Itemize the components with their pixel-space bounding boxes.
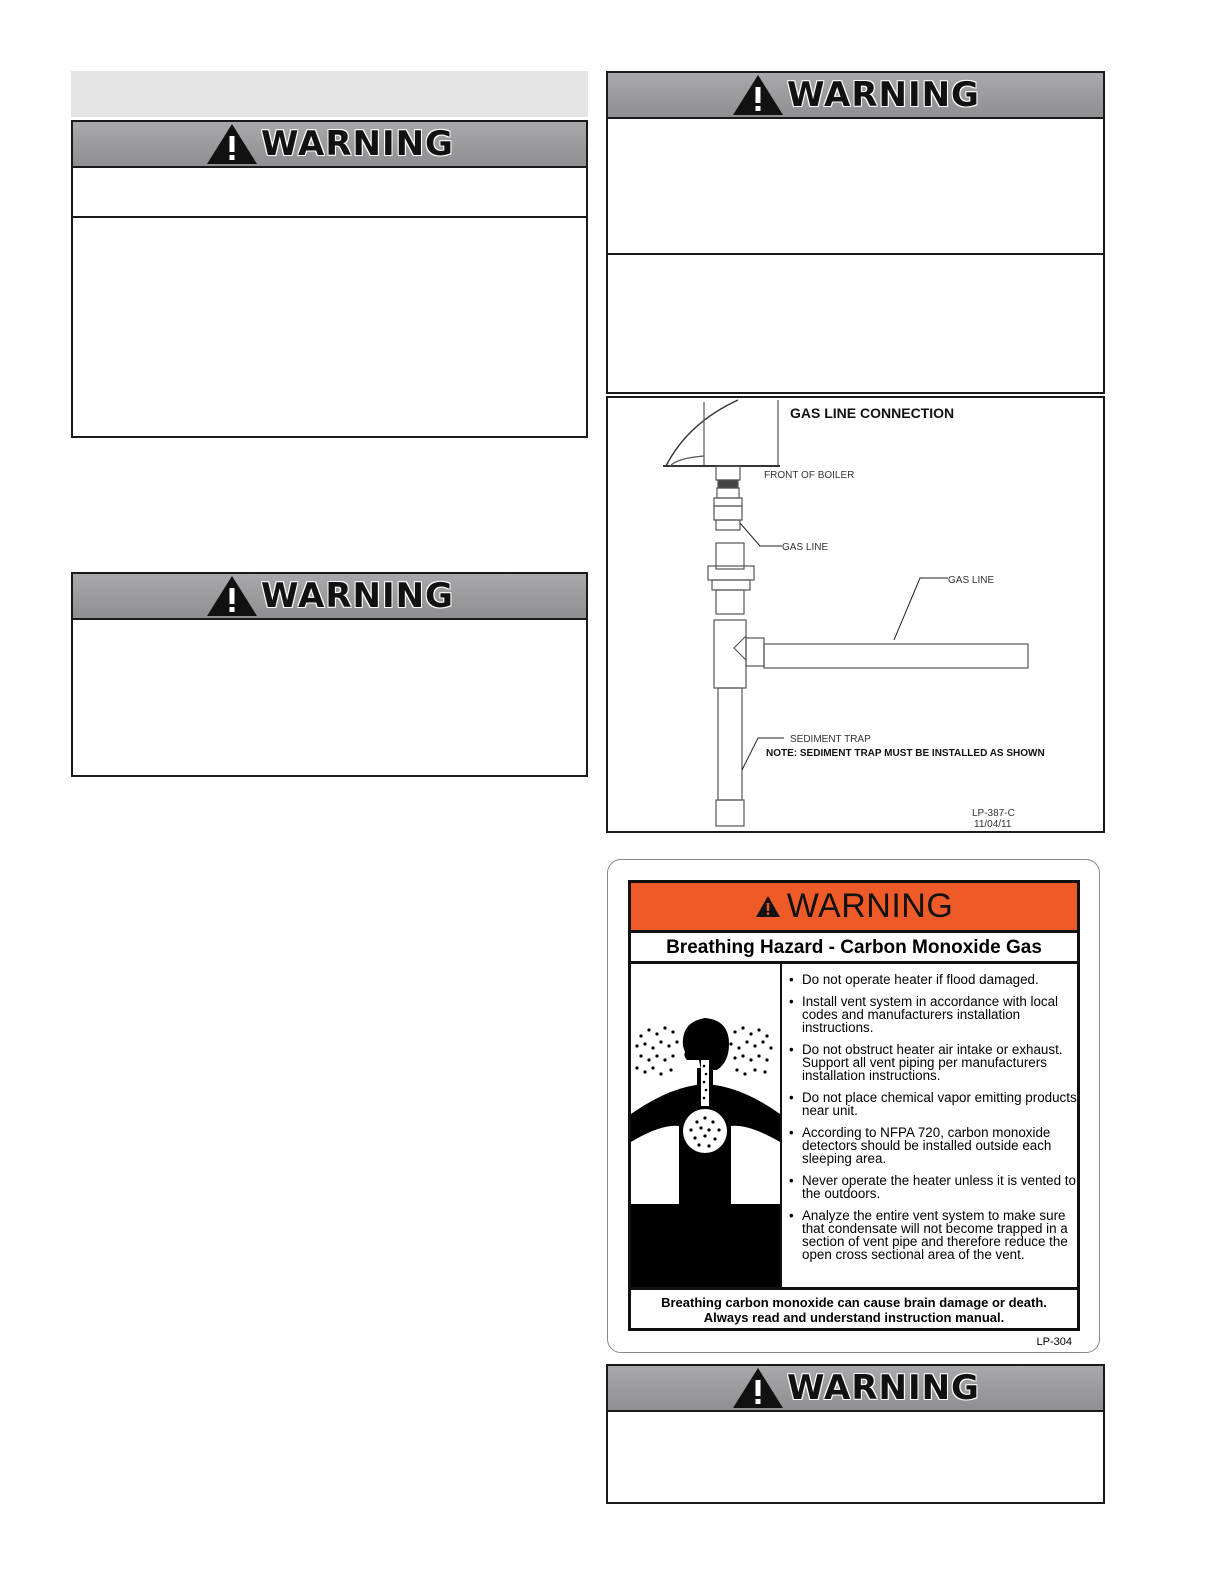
co-label-footer xyxy=(631,1287,1077,1328)
list-item: • Do not place chemical vapor emitting products near unit. xyxy=(789,1091,1081,1117)
warning-title: WARNING xyxy=(261,576,454,616)
co-label-frame xyxy=(628,880,1080,1331)
figure-code: LP-387-C xyxy=(972,808,1015,819)
breathing-hazard-pictogram xyxy=(631,964,782,1287)
gas-line-diagram xyxy=(608,398,1103,831)
warning-box-2 xyxy=(71,572,588,777)
front-of-boiler-label: FRONT OF BOILER xyxy=(764,470,855,481)
list-item: • Analyze the entire vent system to make sure that condensate will not become trapped in a section of vent pipe and therefore reduce the open cross sectional area of the vent. xyxy=(789,1209,1081,1261)
warning-banner xyxy=(73,122,586,168)
co-label-title: WARNING xyxy=(786,887,954,925)
warning-triangle-icon xyxy=(755,895,781,918)
carbon-monoxide-label xyxy=(607,859,1100,1353)
warning-triangle-icon xyxy=(731,73,785,117)
figure-title: GAS LINE CONNECTION xyxy=(790,405,955,421)
gas-line-label: GAS LINE xyxy=(782,542,829,553)
list-item: • Do not operate heater if flood damaged. xyxy=(789,973,1081,986)
gas-line-connection-figure xyxy=(606,396,1105,833)
list-item: • Never operate the heater unless it is vented to the outdoors. xyxy=(789,1174,1081,1200)
list-item: • Do not obstruct heater air intake or exhaust. Support all vent piping per manufacturers installation instructions. xyxy=(789,1043,1081,1082)
warning-triangle-icon xyxy=(205,122,259,166)
list-item: • Install vent system in accordance with local codes and manufacturers installation instructions. xyxy=(789,995,1081,1034)
warning-banner xyxy=(608,1366,1103,1412)
warning-box-1 xyxy=(71,120,588,438)
warning-box-4 xyxy=(606,1364,1105,1504)
section-header-strip xyxy=(71,71,588,117)
co-hazard-list xyxy=(789,973,1081,1270)
breathing-hazard-icon xyxy=(631,964,780,1287)
co-label-header xyxy=(631,883,1077,933)
warning-triangle-icon xyxy=(731,1366,785,1410)
warning-banner xyxy=(608,73,1103,119)
sediment-trap-note: NOTE: SEDIMENT TRAP MUST BE INSTALLED AS SHOWN xyxy=(766,748,1045,759)
warning-title: WARNING xyxy=(787,1368,980,1408)
co-label-code: LP-304 xyxy=(1036,1336,1072,1348)
figure-date: 11/04/11 xyxy=(974,819,1012,830)
gas-line-label: GAS LINE xyxy=(948,575,995,586)
warning-triangle-icon xyxy=(205,574,259,618)
warning-box-3 xyxy=(606,71,1105,394)
warning-title: WARNING xyxy=(787,75,980,115)
sediment-trap-label: SEDIMENT TRAP xyxy=(790,734,871,745)
warning-banner xyxy=(73,574,586,620)
list-item: • According to NFPA 720, carbon monoxide detectors should be installed outside each sleeping area. xyxy=(789,1126,1081,1165)
co-label-subtitle: Breathing Hazard - Carbon Monoxide Gas xyxy=(631,933,1077,964)
co-footer-line: Breathing carbon monoxide can cause brain damage or death. xyxy=(661,1295,1047,1310)
divider xyxy=(73,216,586,218)
warning-title: WARNING xyxy=(261,124,454,164)
divider xyxy=(608,253,1103,255)
co-footer-line: Always read and understand instruction manual. xyxy=(703,1310,1005,1325)
